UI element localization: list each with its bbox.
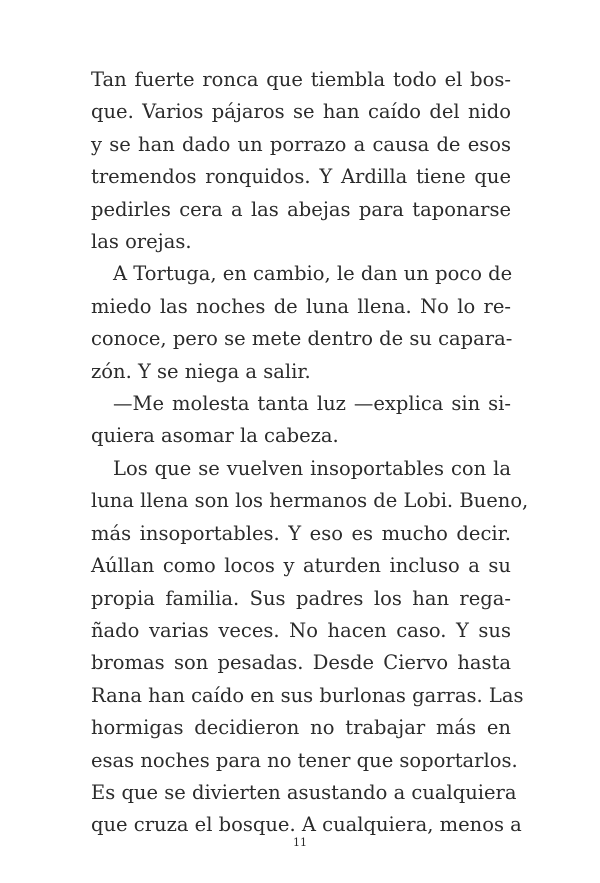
text-line: miedo las noches de luna llena. No lo re- [91,294,511,318]
text-line: zón. Y se niega a salir. [91,359,311,383]
text-line: A Tortuga, en cambio, le dan un poco de [113,262,513,286]
text-line: Es que se divierten asustando a cualquiera [91,780,517,804]
text-line: que. Varios pájaros se han caído del nido [91,100,511,124]
page-number: 11 [293,836,307,849]
body-text [91,64,529,842]
text-line: Rana han caído en sus burlonas garras. Las [91,683,524,707]
paragraph [91,64,511,258]
text-line: esas noches para no tener que soportarlos. [91,748,518,772]
text-line: —Me molesta tanta luz —explica sin si- [113,392,511,416]
text-line: tremendos ronquidos. Y Ardilla tiene que [91,165,511,189]
text-line: pedirles cera a las abejas para taponarse [91,197,511,221]
paragraph [91,258,511,388]
text-line: las orejas. [91,230,192,254]
text-line: más insoportables. Y eso es mucho decir. [91,521,511,545]
paragraph [91,453,529,842]
text-line: conoce, pero se mete dentro de su capara- [91,327,513,351]
paragraph [91,388,511,453]
text-line: hormigas decidieron no trabajar más en [91,716,511,740]
text-line: quiera asomar la cabeza. [91,424,339,448]
text-line: luna llena son los hermanos de Lobi. Bueno, [91,489,529,513]
text-line: bromas son pesadas. Desde Ciervo hasta [91,651,511,675]
text-line: Aúllan como locos y aturden incluso a su [91,554,511,578]
text-line: ñado varias veces. No hacen caso. Y sus [91,618,511,642]
text-line: y se han dado un porrazo a causa de esos [91,132,511,156]
text-line: Los que se vuelven insoportables con la [113,456,511,480]
text-line: Tan fuerte ronca que tiembla todo el bos- [91,68,511,91]
text-line: propia familia. Sus padres los han rega- [91,586,511,610]
text-line: que cruza el bosque. A cualquiera, menos a [91,813,522,837]
